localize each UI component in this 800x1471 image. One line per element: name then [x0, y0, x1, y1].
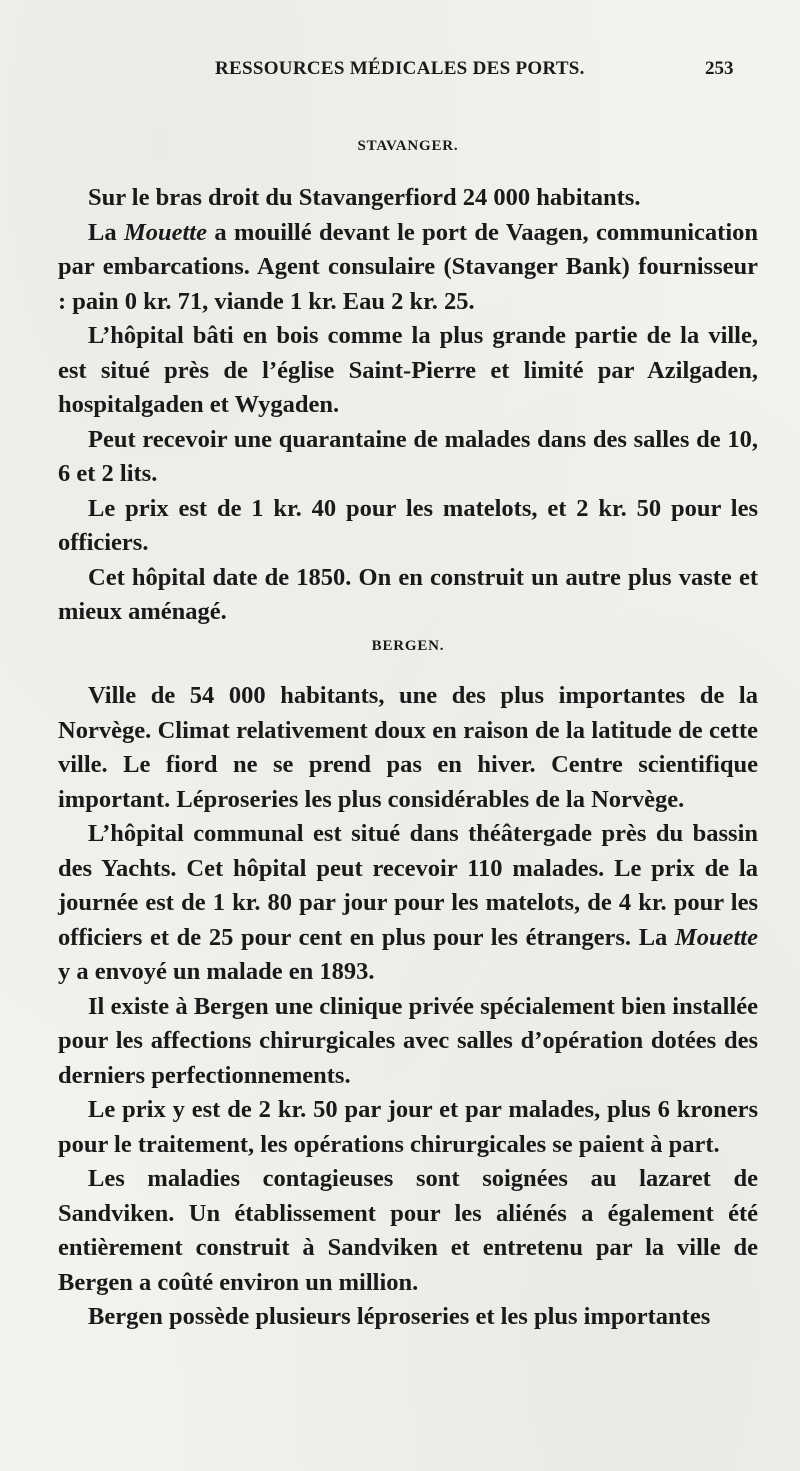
paragraph [58, 817, 758, 990]
running-title: RESSOURCES MÉDICALES DES PORTS. [215, 58, 585, 79]
text-run: Les maladies contagieuses sont soignées au lazaret de Sandviken. Un établissement pour les aliénés a également été entièrement construit à Sandviken et entretenu par la ville de Bergen a coûté environ un million. [58, 1165, 758, 1296]
text-run: y a envoyé un malade en 1893. [58, 958, 375, 985]
section-title: BERGEN. [371, 638, 445, 654]
section-title: STAVANGER. [357, 138, 459, 154]
text-run: La [88, 218, 124, 246]
paragraph [58, 181, 758, 216]
text-run: Il existe à Bergen une clinique privée spécialement bien installée pour les affections chirurgicales avec salles d’opération dotées des derniers perfectionnements. [58, 992, 758, 1089]
paragraph [58, 679, 758, 817]
text-run: a mouillé devant le port de Vaagen, communication par embarcations. Agent consulaire (Stavanger Bank) fournisseur : pain 0 kr. 71, viande 1 kr. Eau 2 kr. 25. [58, 218, 759, 315]
paragraph [58, 492, 758, 561]
running-header [0, 58, 800, 88]
ship-name-italic: Mouette [123, 218, 207, 246]
section-body-bergen [58, 679, 758, 1335]
paragraph [58, 990, 758, 1094]
paragraph [58, 423, 758, 492]
section-heading-stavanger [58, 138, 758, 155]
text-run: Le prix y est de 2 kr. 50 par jour et par malades, plus 6 kroners pour le traitement, les opérations chirurgicales se paient à part. [58, 1096, 758, 1158]
paragraph [58, 1300, 758, 1335]
text-run: L’hôpital bâti en bois comme la plus grande partie de la ville, est situé près de l’église Saint-Pierre et limité par Azilgaden, hospitalgaden et Wygaden. [58, 322, 758, 418]
section-body-stavanger [58, 181, 758, 630]
paragraph [58, 216, 758, 320]
text-run: Le prix est de 1 kr. 40 pour les matelots, et 2 kr. 50 pour les officiers. [58, 494, 758, 556]
section-heading-bergen [58, 638, 758, 655]
text-run: Cet hôpital date de 1850. On en construit un autre plus vaste et mieux aménagé. [58, 563, 758, 625]
text-run: Sur le bras droit du Stavangerfiord 24 000 habitants. [88, 184, 641, 211]
page-number: 253 [705, 58, 734, 79]
text-run: L’hôpital communal est situé dans théâtergade près du bassin des Yachts. Cet hôpital peut recevoir 110 malades. Le prix de la journée est de 1 kr. 80 par jour pour les matelots, de 4 kr. pour les officiers et de 25 pour cent en plus pour les étrangers. La [58, 820, 758, 951]
paragraph [58, 319, 758, 423]
ship-name-italic: Mouette [674, 923, 758, 951]
paragraph [58, 561, 758, 630]
paragraph [58, 1162, 758, 1300]
text-run: Bergen possède plusieurs léproseries et les plus importantes [88, 1303, 711, 1330]
paragraph [58, 1093, 758, 1162]
text-run: Peut recevoir une quarantaine de malades dans des salles de 10, 6 et 2 lits. [58, 425, 758, 487]
text-run: Ville de 54 000 habitants, une des plus importantes de la Norvège. Climat relativement doux en raison de la latitude de cette ville. Le fiord ne se prend pas en hiver. Centre scientifique important. Léproseries les plus considérables de la Norvège. [58, 682, 758, 813]
